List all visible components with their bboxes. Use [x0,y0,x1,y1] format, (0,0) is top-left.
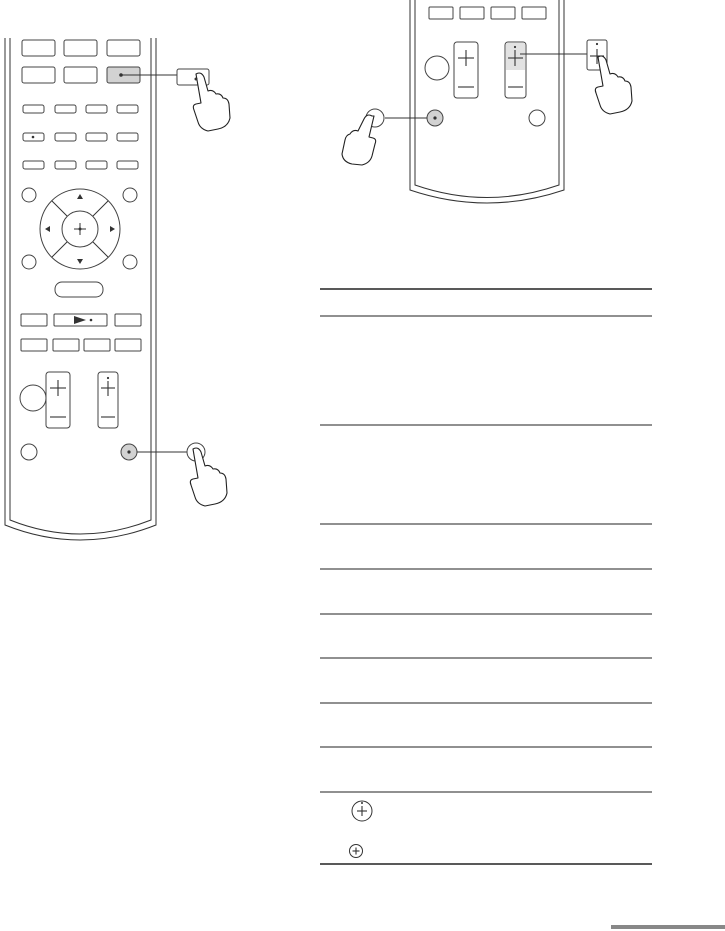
footer-continuation-bar [611,925,725,929]
reference-table [320,289,652,864]
volume-rocker-detail[interactable] [425,42,478,98]
round-button[interactable] [529,110,545,126]
remote-button[interactable] [22,67,55,83]
remote-button[interactable] [21,314,47,326]
volume-rocker[interactable] [20,372,70,428]
round-button[interactable] [21,444,37,460]
remote-button[interactable] [64,40,97,56]
round-button[interactable] [123,255,137,269]
callout-volume-plus [520,40,632,114]
round-button[interactable] [22,188,36,202]
remote-button[interactable] [115,314,141,326]
plus-circle-icon [352,801,372,821]
remote-button[interactable] [22,40,55,56]
channel-rocker-detail[interactable] [505,42,526,98]
callout-shift-detail [342,109,427,165]
channel-rocker[interactable] [98,372,118,428]
remote-control-full [5,38,156,540]
remote-control-detail [410,0,564,203]
round-button[interactable] [123,188,137,202]
navigation-pad[interactable] [40,189,120,269]
pill-button[interactable] [55,282,103,297]
remote-button[interactable] [107,40,140,56]
round-button[interactable] [22,255,36,269]
plus-circle-icon [350,845,363,858]
remote-button[interactable] [64,67,97,83]
small-button-rows [23,105,138,169]
